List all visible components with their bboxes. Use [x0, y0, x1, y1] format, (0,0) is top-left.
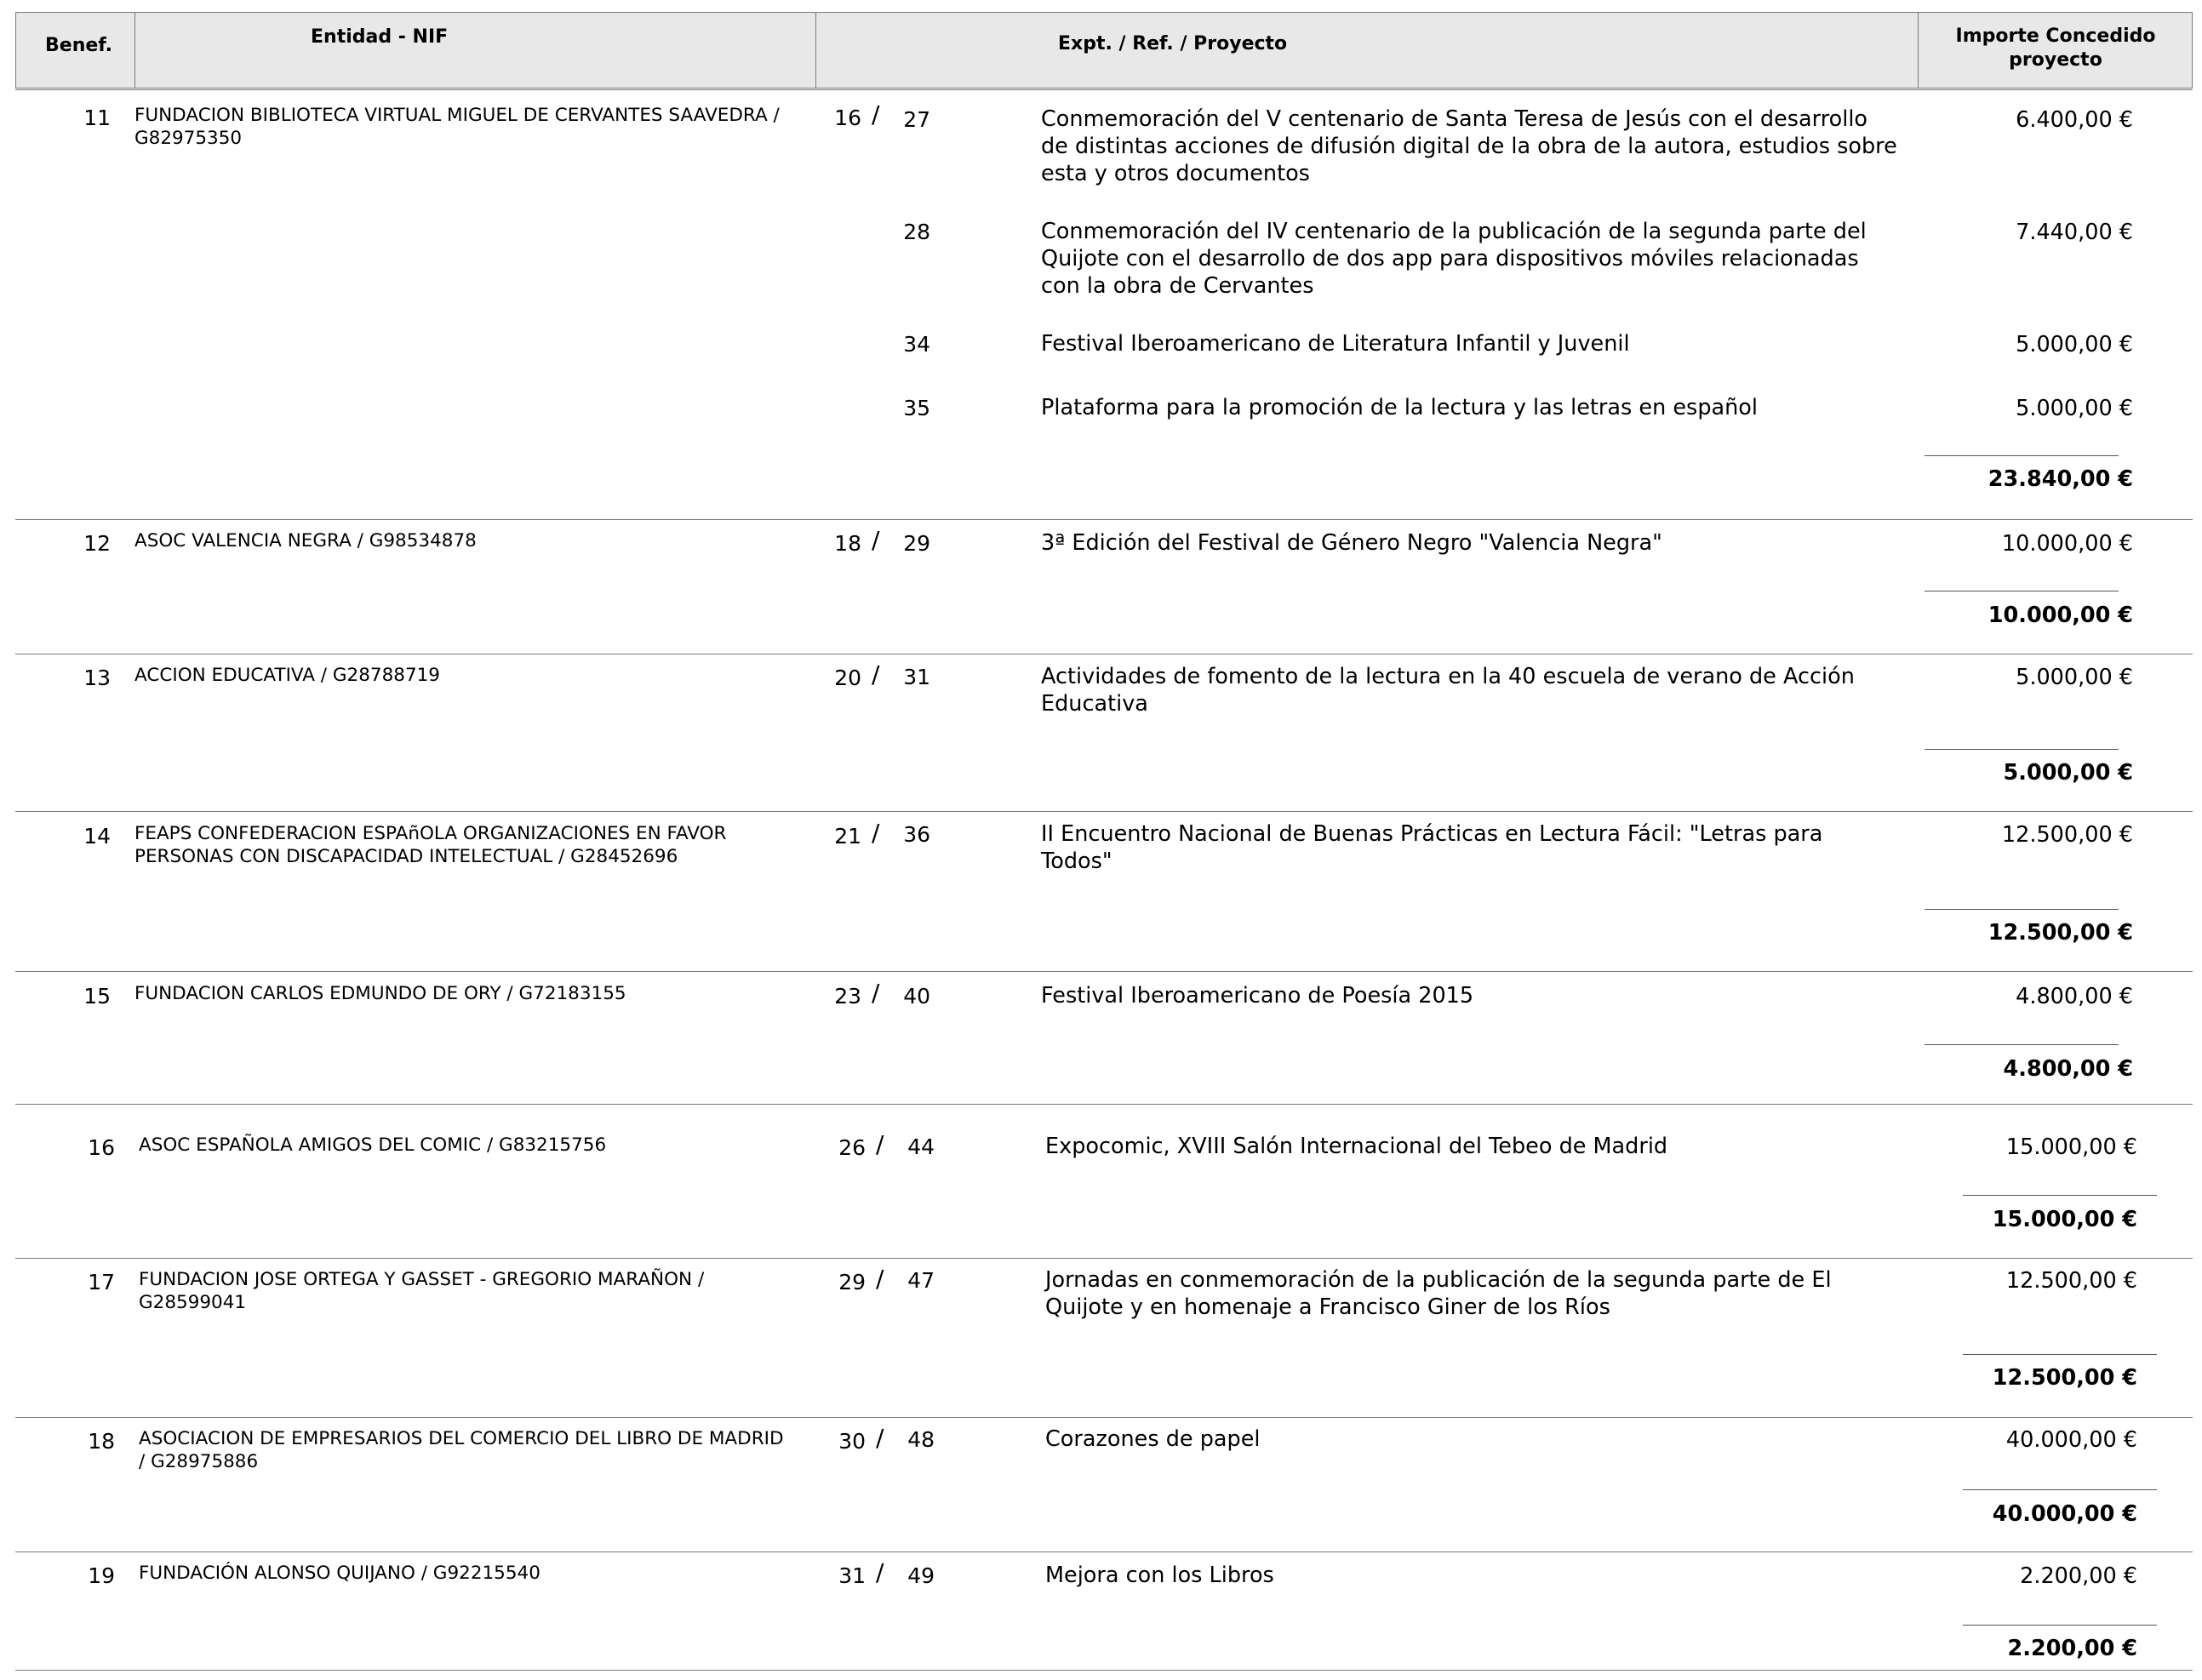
reference-number: 40	[903, 984, 930, 1009]
project-description: Mejora con los Libros	[1045, 1563, 1274, 1588]
reference-number: 47	[907, 1268, 935, 1293]
row-separator	[15, 971, 2193, 972]
beneficiary-number: 15	[83, 984, 111, 1009]
project-description: Plataforma para la promoción de la lectura y las letras en español	[1041, 395, 1758, 420]
reference-number: 29	[903, 531, 930, 556]
reference-number: 36	[903, 822, 930, 847]
entity-name-nif: FEAPS CONFEDERACION ESPAñOLA ORGANIZACIONES EN FAVOR PERSONAS CON DISCAPACIDAD INTELECTUAL / G28452696	[134, 823, 727, 867]
project-description: 3ª Edición del Festival de Género Negro "Valencia Negra"	[1041, 530, 1662, 556]
total-underline	[1925, 455, 2119, 456]
beneficiary-number: 11	[83, 106, 111, 130]
project-description: Corazones de papel	[1045, 1426, 1261, 1452]
project-description: Jornadas en conmemoración de la publicación de la segunda parte de El Quijote y en homenaje a Francisco Giner de los Ríos	[1045, 1267, 1832, 1320]
expediente-number: 18	[834, 531, 861, 556]
entity-name-nif: ASOC ESPAÑOLA AMIGOS DEL COMIC / G83215756	[139, 1134, 607, 1156]
row-separator	[15, 1258, 2193, 1259]
beneficiary-number: 12	[83, 531, 111, 556]
header-benef-label: Benef.	[45, 35, 112, 56]
header-entidad	[135, 13, 816, 88]
header-expt	[816, 13, 1919, 88]
expediente-number: 26	[838, 1135, 866, 1160]
reference-number: 31	[903, 665, 930, 689]
beneficiary-total: 10.000,00 €	[1988, 603, 2133, 628]
header-underline	[15, 89, 2193, 90]
project-amount: 12.500,00 €	[2005, 1268, 2137, 1294]
expediente-number: 31	[838, 1563, 866, 1588]
expt-ref-slash: /	[872, 660, 880, 689]
row-separator	[15, 1104, 2193, 1105]
reference-number: 48	[907, 1427, 935, 1452]
beneficiary-number: 18	[88, 1429, 115, 1454]
beneficiary-total: 5.000,00 €	[2003, 760, 2133, 786]
beneficiary-number: 16	[88, 1135, 115, 1160]
project-amount: 12.500,00 €	[2001, 822, 2133, 848]
row-separator	[15, 1670, 2193, 1671]
expediente-number: 21	[834, 824, 861, 849]
header-benef	[16, 13, 135, 88]
entity-name-nif: ACCION EDUCATIVA / G28788719	[134, 665, 440, 686]
beneficiary-total: 15.000,00 €	[1992, 1207, 2137, 1232]
project-amount: 5.000,00 €	[2016, 665, 2133, 690]
header-expt-label: Expt. / Ref. / Proyecto	[1058, 33, 1288, 54]
project-amount: 6.400,00 €	[2016, 107, 2133, 133]
project-amount: 10.000,00 €	[2001, 531, 2133, 557]
project-amount: 7.440,00 €	[2016, 220, 2133, 245]
project-amount: 5.000,00 €	[2016, 396, 2133, 421]
beneficiary-total: 23.840,00 €	[1988, 466, 2133, 492]
reference-number: 27	[903, 107, 930, 132]
project-description: Festival Iberoamericano de Poesía 2015	[1041, 983, 1474, 1009]
total-underline	[1963, 1625, 2157, 1626]
row-separator	[15, 1551, 2193, 1552]
project-amount: 2.200,00 €	[2020, 1563, 2137, 1589]
project-amount: 5.000,00 €	[2016, 332, 2133, 357]
beneficiary-number: 14	[83, 824, 111, 849]
beneficiary-total: 12.500,00 €	[1992, 1365, 2137, 1391]
row-separator	[15, 1417, 2193, 1418]
expt-ref-slash: /	[872, 526, 880, 554]
header-importe-label: Importe Concedido proyecto	[1955, 26, 2156, 71]
project-amount: 4.800,00 €	[2016, 984, 2133, 1009]
project-description: Actividades de fomento de la lectura en la 40 escuela de verano de Acción Educativa	[1041, 664, 1855, 717]
header-importe	[1919, 13, 2193, 88]
reference-number: 34	[903, 332, 930, 357]
expt-ref-slash: /	[872, 979, 880, 1007]
project-description: Conmemoración del V centenario de Santa Teresa de Jesús con el desarrollo de distintas acciones de difusión digital de la obra de la autora, estudios sobre esta y otros documentos	[1041, 106, 1897, 186]
expediente-number: 20	[834, 666, 861, 690]
row-separator	[15, 811, 2193, 812]
entity-name-nif: FUNDACION CARLOS EDMUNDO DE ORY / G72183155	[134, 983, 626, 1004]
expediente-number: 23	[834, 984, 861, 1009]
expt-ref-slash: /	[876, 1130, 884, 1158]
total-underline	[1925, 749, 2119, 750]
total-underline	[1963, 1195, 2157, 1196]
project-description: II Encuentro Nacional de Buenas Prácticas en Lectura Fácil: "Letras para Todos"	[1041, 821, 1823, 874]
total-underline	[1925, 909, 2119, 910]
expediente-number: 29	[838, 1270, 866, 1294]
beneficiary-total: 4.800,00 €	[2003, 1056, 2133, 1082]
table-header	[15, 12, 2193, 89]
expt-ref-slash: /	[872, 819, 880, 847]
expediente-number: 16	[834, 106, 861, 130]
entity-name-nif: FUNDACION JOSE ORTEGA Y GASSET - GREGORIO MARAÑON / G28599041	[139, 1269, 705, 1313]
project-description: Conmemoración del IV centenario de la publicación de la segunda parte del Quijote con el desarrollo de dos app para dispositivos móviles relacionadas con la obra de Cervantes	[1041, 219, 1867, 299]
reference-number: 49	[907, 1563, 935, 1588]
entity-name-nif: ASOC VALENCIA NEGRA / G98534878	[134, 530, 477, 551]
expt-ref-slash: /	[872, 100, 880, 129]
beneficiary-number: 19	[88, 1563, 115, 1588]
row-separator	[15, 519, 2193, 520]
reference-number: 35	[903, 396, 930, 420]
project-amount: 15.000,00 €	[2005, 1134, 2137, 1160]
entity-name-nif: ASOCIACION DE EMPRESARIOS DEL COMERCIO DEL LIBRO DE MADRID / G28975886	[139, 1428, 784, 1472]
entity-name-nif: FUNDACION BIBLIOTECA VIRTUAL MIGUEL DE CERVANTES SAAVEDRA / G82975350	[134, 105, 780, 149]
expt-ref-slash: /	[876, 1424, 884, 1452]
beneficiary-total: 12.500,00 €	[1988, 920, 2133, 946]
total-underline	[1925, 1044, 2119, 1045]
beneficiary-total: 40.000,00 €	[1992, 1501, 2137, 1527]
expediente-number: 30	[838, 1429, 866, 1454]
project-description: Expocomic, XVIII Salón Internacional del Tebeo de Madrid	[1045, 1134, 1668, 1159]
beneficiary-number: 17	[88, 1270, 115, 1294]
entity-name-nif: FUNDACIÓN ALONSO QUIJANO / G92215540	[139, 1563, 540, 1584]
total-underline	[1963, 1354, 2157, 1355]
total-underline	[1963, 1489, 2157, 1490]
reference-number: 44	[907, 1134, 935, 1159]
header-entidad-label: Entidad - NIF	[311, 26, 449, 48]
beneficiary-total: 2.200,00 €	[2007, 1636, 2137, 1661]
beneficiary-number: 13	[83, 666, 111, 690]
reference-number: 28	[903, 220, 930, 244]
project-amount: 40.000,00 €	[2005, 1427, 2137, 1453]
project-description: Festival Iberoamericano de Literatura Infantil y Juvenil	[1041, 331, 1630, 357]
expt-ref-slash: /	[876, 1558, 884, 1586]
expt-ref-slash: /	[876, 1265, 884, 1293]
